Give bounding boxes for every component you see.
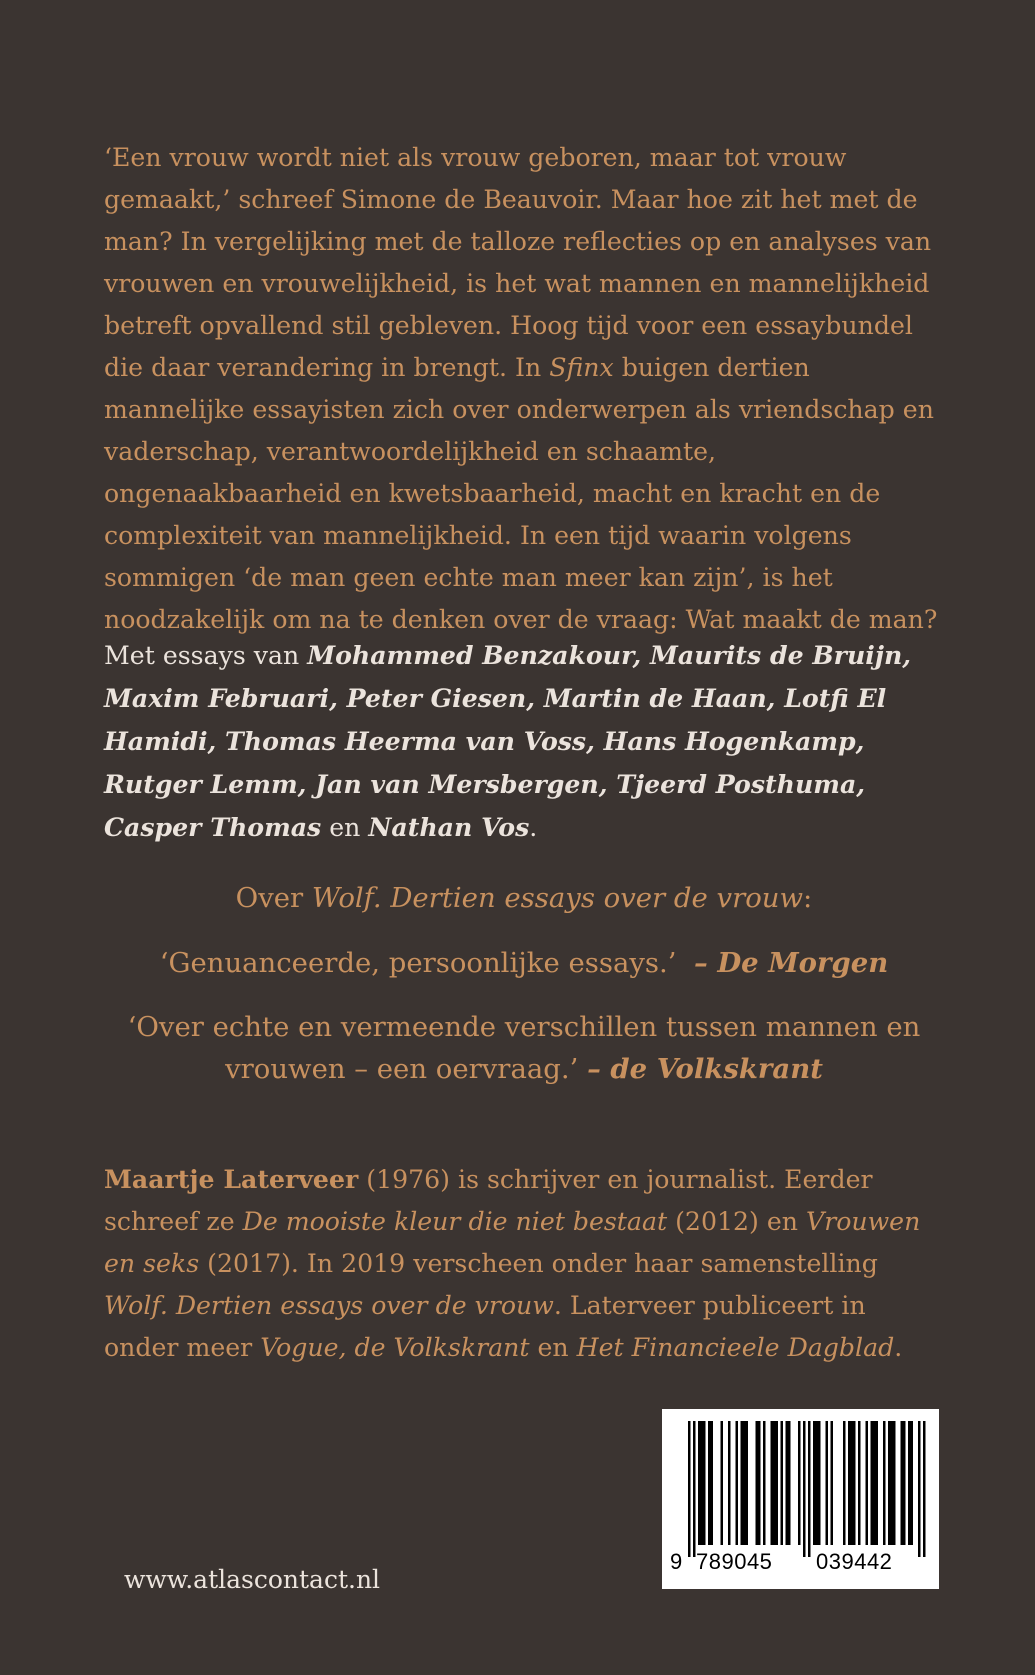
barcode-bar [746,1421,749,1545]
barcode-bar [858,1421,861,1545]
barcode-bar [888,1421,891,1545]
barcode-bar [853,1421,856,1545]
barcode-bar [698,1421,701,1545]
barcode-bar [808,1421,811,1557]
contributors-intro: Met essays van [104,641,308,670]
barcode-bar [923,1421,926,1557]
barcode-bar [776,1421,779,1545]
barcode-bar [873,1421,876,1545]
barcode-bar [786,1421,789,1545]
bio-text-6: . [894,1333,903,1362]
barcode-bar [813,1421,816,1545]
bio-text-4: . Laterveer publiceert in onder meer [104,1291,866,1362]
author-name: Maartje Laterveer [104,1164,359,1194]
quote-text: ‘Genuanceerde, persoonlijke essays.’ [159,947,694,979]
bio-text-1: (1976) is schrijver en journalist. Eerder schreef ze [104,1165,873,1236]
barcode-bar [883,1421,886,1545]
blurb-text-start: ‘Een vrouw wordt niet als vrouw geboren, maar tot vrouw gemaakt,’ schreef Simone de Beauvoir. Maar hoe zit het met de man? In vergelijking met de talloze reflecties op en analyses van vrouwen en vrouwelijkheid, is het wat mannen en mannelijkheid betreft opvallend stil gebleven. Hoog tijd voor een essaybundel die daar verandering in brengt. In [104,143,932,382]
bio-text-2: (2012) en [667,1207,806,1236]
barcode-bar [876,1421,879,1545]
barcode-bar [903,1421,906,1545]
barcode-bar [693,1421,696,1557]
barcode-left-group: 789045 [696,1549,773,1574]
barcode-bar [688,1421,691,1557]
barcode-bar [893,1421,896,1545]
barcode-bar [711,1421,714,1545]
quote-volkskrant [104,1006,944,1090]
barcode-bar [721,1421,724,1545]
quote-source: – de Volkskrant [587,1053,823,1085]
barcode-bar [891,1421,894,1545]
barcode-bar [781,1421,784,1545]
quotes-heading-title: Wolf. Dertien essays over de vrouw [311,882,804,914]
press-quotes [104,876,944,1112]
barcode-bar [703,1421,706,1545]
barcode-bar [816,1421,819,1545]
barcode-first-digit: 9 [670,1549,683,1574]
barcode-bar [901,1421,904,1545]
barcode-bar [728,1421,731,1545]
barcode-bar [818,1421,821,1545]
isbn-barcode [662,1409,939,1589]
bio-text-5: en [529,1333,577,1362]
barcode-bar [708,1421,711,1545]
barcode-bar [701,1421,704,1545]
contributors-end: . [529,813,538,842]
bio-title-5: Het Financieele Dagblad [576,1333,895,1362]
barcode-bar [771,1421,774,1545]
bio-title-1: De mooiste kleur die niet bestaat [242,1207,668,1236]
quote-source: – De Morgen [694,947,889,979]
barcode-bar [736,1421,739,1545]
bio-title-2: Vrouwen en seks [104,1207,921,1278]
barcode-bar [773,1421,776,1545]
contributors-paragraph [104,634,944,849]
publisher-website[interactable]: www.atlascontact.nl [124,1565,381,1594]
contributors-names: Mohammed Benzakour, Maurits de Bruijn, Maxim Februari, Peter Giesen, Martin de Haan, Lotfi El Hamidi, Thomas Heerma van Voss, Hans Hogenkamp, Rutger Lemm, Jan van Mersbergen, Tjeerd Posthuma, Casper Thomas [104,640,912,842]
contributors-last-name: Nathan Vos [368,812,530,842]
barcode-bar [843,1421,846,1545]
barcode-bar [743,1421,746,1545]
barcode-bar [911,1421,914,1545]
bio-text-3: (2017). In 2019 verscheen onder haar samenstelling [199,1249,878,1278]
author-bio [104,1158,944,1369]
bio-title-3: Wolf. Dertien essays over de vrouw [104,1291,554,1320]
quote-text: ‘Over echte en vermeende verschillen tussen mannen en vrouwen – een oervraag.’ [127,1011,921,1085]
bio-title-4: Vogue, de Volkskrant [260,1333,530,1362]
barcode-bar [908,1421,911,1545]
barcode-bar [831,1421,834,1545]
barcode-bar [848,1421,851,1545]
quotes-heading [104,876,944,920]
barcode-bar [866,1421,869,1545]
barcode-bar [851,1421,854,1545]
barcode-right-group: 039442 [816,1549,893,1574]
barcode-bar [826,1421,829,1545]
barcode-bar [758,1421,761,1545]
quotes-heading-prefix: Over [235,882,312,914]
barcode-bar [871,1421,874,1545]
blurb-book-title: Sfinx [549,353,614,382]
quotes-heading-suffix: : [803,882,813,914]
barcode-bar [763,1421,766,1545]
barcode-bar [803,1421,806,1557]
contributors-connector: en [321,813,369,842]
barcode-bar [918,1421,921,1557]
barcode-bar [788,1421,791,1545]
barcode-bar [756,1421,759,1545]
blurb-text-end: buigen dertien mannelijke essayisten zich over onderwerpen als vriendschap en vaderschap, verantwoordelijkheid en schaamte, ongenaakbaarheid en kwetsbaarheid, macht en kracht en de complexiteit van mannelijkheid. In een tijd waarin volgens sommigen ‘de man geen echte man meer kan zijn’, is het noodzakelijk om na te denken over de vraag: Wat maakt de man? [104,353,938,634]
barcode-bar [798,1421,801,1545]
blurb-paragraph [104,137,944,641]
quote-de-morgen [104,942,944,984]
barcode-bar [741,1421,744,1545]
